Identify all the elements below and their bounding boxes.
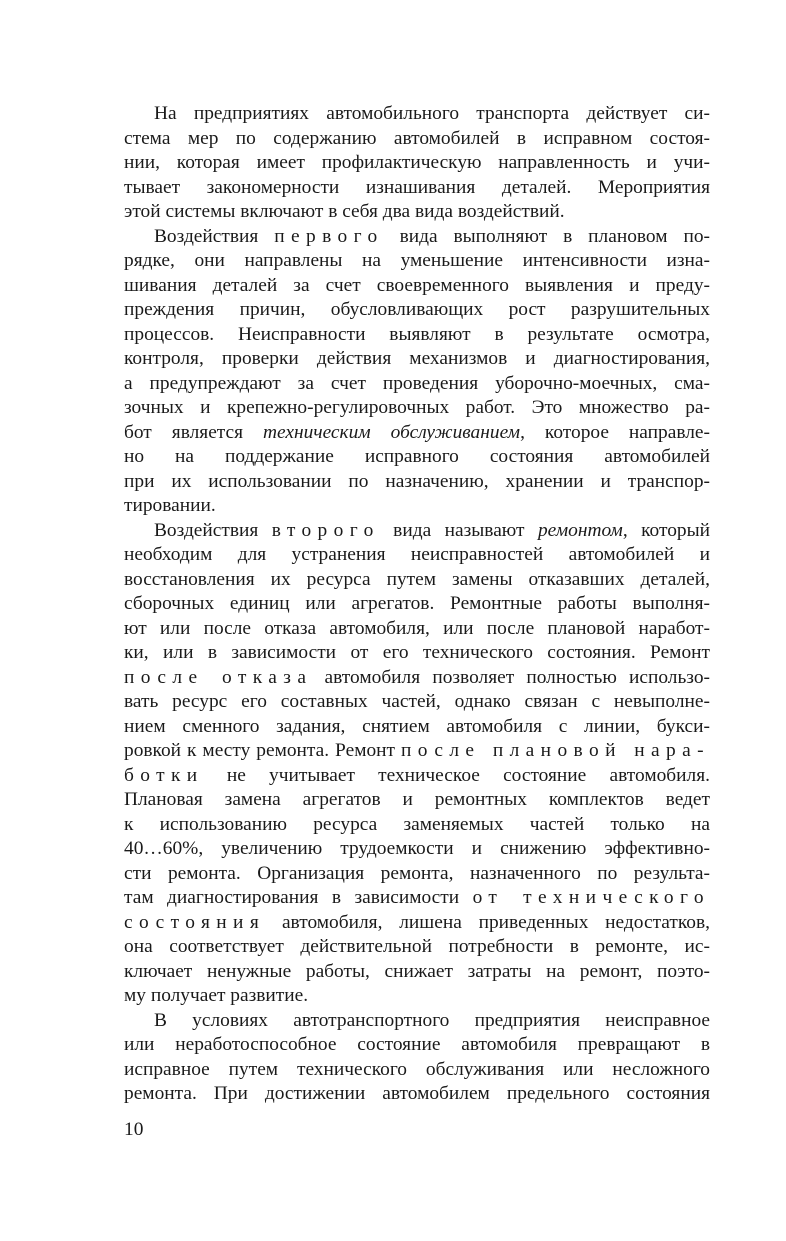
text-run: ремонта. При достижении автомобилем предельного состояния: [124, 1083, 710, 1104]
text-run: ки, или в зависимости от его технического состояния. Ремонт: [124, 642, 710, 663]
text-line: [124, 470, 710, 495]
text-run: бот является: [124, 421, 264, 443]
text-line: [124, 274, 710, 299]
spaced-emphasis: после отказа: [124, 666, 313, 688]
paragraph-4: [124, 1009, 710, 1107]
italic-term: ремонтом: [537, 519, 623, 541]
text-line: [124, 690, 710, 715]
text-run: стема мер по содержанию автомобилей в исправном состоя-: [124, 127, 710, 149]
spaced-emphasis: после плановой нара-: [400, 740, 710, 761]
spaced-emphasis: состояния: [124, 911, 266, 933]
text-line: [124, 102, 710, 127]
paragraph-1: [124, 102, 710, 225]
text-run: она соответствует действительной потребности в ремонте, ис-: [124, 936, 710, 957]
text-line: [124, 886, 710, 911]
text-line: [124, 298, 710, 323]
text-run: ют или после отказа автомобиля, или после плановой наработ-: [124, 617, 710, 639]
text-line: [124, 421, 710, 446]
text-line: [124, 519, 710, 544]
text-line: [124, 494, 710, 519]
text-line: [124, 568, 710, 593]
text-line: [124, 1033, 710, 1058]
text-line: [124, 127, 710, 152]
text-line: [124, 323, 710, 348]
text-run: нием сменного задания, снятием автомобиля с линии, букси-: [124, 715, 710, 737]
text-run: необходим для устранения неисправностей автомобилей и: [124, 544, 710, 565]
text-run: сборочных единиц или агрегатов. Ремонтные работы выполня-: [124, 593, 710, 614]
text-run: шивания деталей за счет своевременного выявления и преду-: [124, 274, 710, 296]
text-run: но на поддержание исправного состояния автомобилей: [124, 446, 710, 467]
text-run: там диагностирования в зависимости: [124, 887, 473, 908]
text-run: В условиях автотранспортного предприятия неисправное: [154, 1009, 710, 1031]
text-run: а предупреждают за счет проведения уборочно-моечных, сма-: [124, 372, 710, 394]
text-run: рядке, они направлены на уменьшение интенсивности изна-: [124, 250, 710, 271]
text-run: автомобиля позволяет полностью использо-: [312, 666, 710, 688]
text-run: му получает развитие.: [124, 985, 309, 1006]
text-run: ключает ненужные работы, снижает затраты на ремонт, поэто-: [124, 960, 710, 982]
text-run: при их использовании по назначению, хранении и транспор-: [124, 470, 710, 492]
text-run: тировании.: [124, 495, 216, 516]
paragraph-3: [124, 519, 710, 1009]
text-run: вать ресурс его составных частей, однако связан с невыполне-: [124, 691, 710, 712]
paragraph-2: [124, 225, 710, 519]
spaced-emphasis: ботки: [124, 764, 204, 786]
text-run: контроля, проверки действия механизмов и диагностирования,: [124, 348, 710, 369]
text-line: [124, 225, 710, 250]
text-line: [124, 641, 710, 666]
page-number: 10: [124, 1119, 144, 1140]
text-run: процессов. Неисправности выявляют в результате осмотра,: [124, 323, 710, 345]
text-run: восстановления их ресурса путем замены отказавших деталей,: [124, 568, 710, 590]
text-line: [124, 347, 710, 372]
text-line: [124, 715, 710, 740]
text-line: [124, 862, 710, 887]
spaced-emphasis: первого: [274, 225, 384, 247]
text-run: зочных и крепежно-регулировочных работ. Это множество ра-: [124, 397, 710, 418]
text-line: [124, 445, 710, 470]
text-run: вида называют: [379, 519, 538, 541]
text-line: [124, 200, 710, 225]
spaced-emphasis: от технического: [472, 887, 710, 908]
text-run: 40…60%, увеличению трудоемкости и снижению эффективно-: [124, 838, 710, 859]
text-run: к использованию ресурса заменяемых частей только на: [124, 813, 710, 835]
text-line: [124, 151, 710, 176]
text-line: [124, 813, 710, 838]
text-line: [124, 764, 710, 789]
text-run: сти ремонта. Организация ремонта, назначенного по результа-: [124, 862, 710, 884]
text-line: [124, 396, 710, 421]
text-run: автомобиля, лишена приведенных недостатков,: [265, 911, 710, 933]
text-run: Плановая замена агрегатов и ремонтных комплектов ведет: [124, 789, 710, 810]
text-line: [124, 984, 710, 1009]
italic-term: техническим обслуживанием: [263, 421, 521, 443]
page-body: [124, 102, 710, 1107]
text-line: [124, 960, 710, 985]
text-line: [124, 372, 710, 397]
text-line: [124, 1009, 710, 1034]
text-line: [124, 1058, 710, 1083]
text-line: [124, 617, 710, 642]
text-run: тывает закономерности изнашивания деталей. Мероприятия: [124, 176, 710, 198]
text-run: этой системы включают в себя два вида воздействий.: [124, 201, 565, 222]
text-run: На предприятиях автомобильного транспорта действует си-: [154, 103, 710, 124]
text-line: [124, 592, 710, 617]
text-line: [124, 176, 710, 201]
text-run: Воздействия: [154, 519, 272, 541]
text-run: вида выполняют в плановом по-: [383, 225, 710, 247]
spaced-emphasis: второго: [271, 519, 380, 541]
text-line: [124, 911, 710, 936]
text-run: , который: [622, 519, 710, 541]
text-run: Воздействия: [154, 225, 275, 247]
text-run: не учитывает техническое состояние автомобиля.: [203, 764, 710, 786]
text-run: или неработоспособное состояние автомобиля превращают в: [124, 1034, 710, 1055]
text-line: [124, 1082, 710, 1107]
text-line: [124, 666, 710, 691]
text-run: исправное путем технического обслуживания или несложного: [124, 1058, 710, 1080]
text-line: [124, 837, 710, 862]
text-run: ровкой к месту ремонта. Ремонт: [124, 740, 401, 761]
text-line: [124, 543, 710, 568]
text-line: [124, 739, 710, 764]
text-run: нии, которая имеет профилактическую направленность и учи-: [124, 152, 710, 173]
text-line: [124, 788, 710, 813]
text-run: , которое направле-: [520, 421, 710, 443]
text-line: [124, 249, 710, 274]
text-line: [124, 935, 710, 960]
text-run: преждения причин, обусловливающих рост разрушительных: [124, 299, 710, 320]
